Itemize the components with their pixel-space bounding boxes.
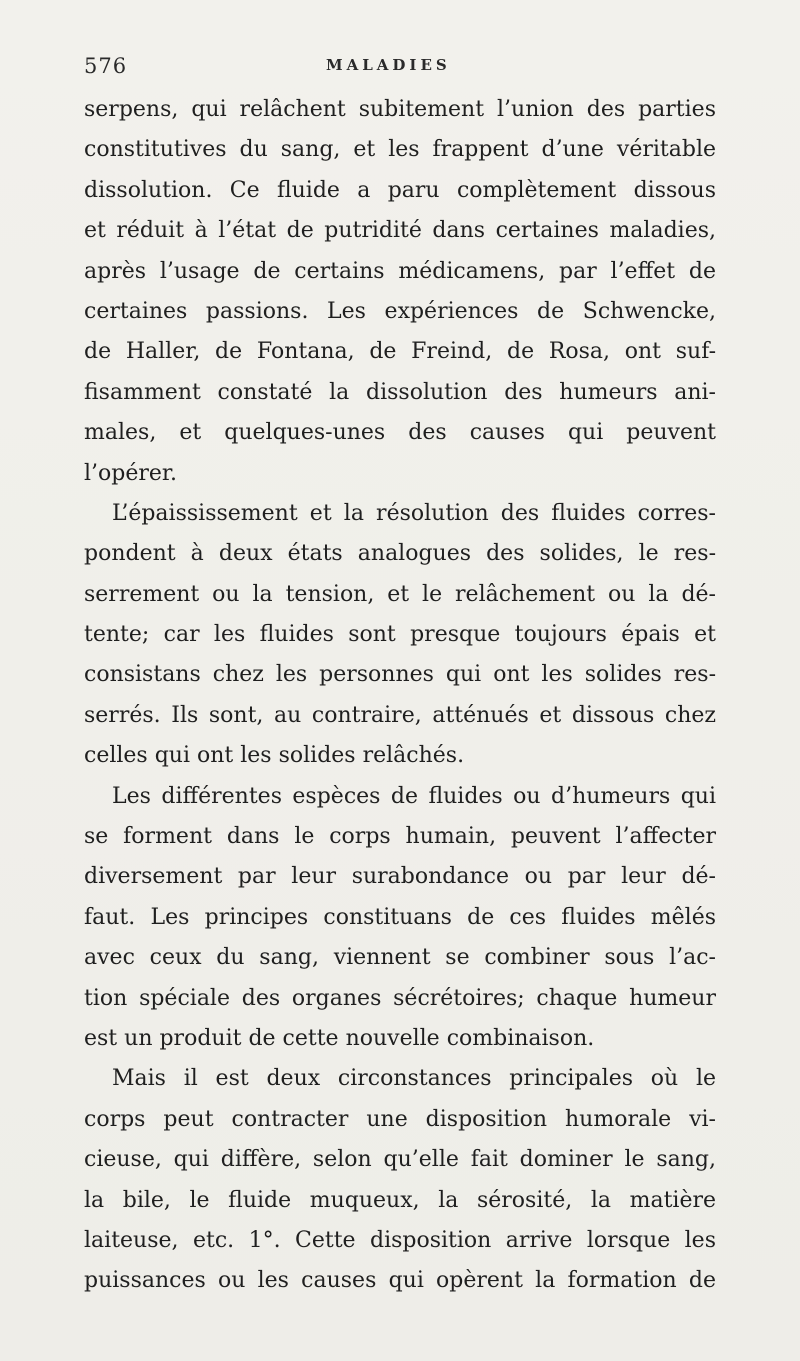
text-line: tion spéciale des organes sécrétoires; chaque humeur — [84, 985, 716, 1011]
text-line: serpens, qui relâchent subitement l’union des parties — [84, 97, 716, 122]
text-line: consistans chez les personnes qui ont les solides res- — [84, 662, 716, 688]
page-number: 576 — [84, 54, 128, 78]
text-line: corps peut contracter une disposition humorale vi- — [84, 1106, 716, 1132]
text-line: faut. Les principes constituans de ces fluides mêlés — [84, 904, 716, 930]
text-line: celles qui ont les solides relâchés. — [84, 743, 465, 769]
text-line: pondent à deux états analogues des solides, le res- — [84, 541, 716, 567]
body-text — [84, 90, 716, 1302]
text-line: et réduit à l’état de putridité dans certaines maladies, — [84, 218, 716, 244]
text-line: serrement ou la tension, et le relâchement ou la dé- — [84, 581, 716, 607]
text-line: avec ceux du sang, viennent se combiner sous l’ac- — [84, 945, 716, 971]
text-line: Les différentes espèces de fluides ou d’humeurs qui — [112, 783, 716, 809]
text-line: constitutives du sang, et les frappent d’une véritable — [84, 137, 716, 163]
text-line: serrés. Ils sont, au contraire, atténués et dissous chez — [84, 702, 716, 728]
text-line: fisamment constaté la dissolution des humeurs ani- — [84, 379, 716, 405]
text-line: Mais il est deux circonstances principales où le — [112, 1066, 716, 1092]
running-head: MALADIES — [326, 56, 451, 74]
text-line: certaines passions. Les expériences de Schwencke, — [84, 298, 716, 324]
text-line: tente; car les fluides sont presque toujours épais et — [84, 622, 716, 648]
text-line: est un produit de cette nouvelle combinaison. — [84, 1025, 595, 1051]
text-line: cieuse, qui diffère, selon qu’elle fait dominer le sang, — [84, 1147, 716, 1173]
text-line: l’opérer. — [84, 460, 178, 486]
text-line: se forment dans le corps humain, peuvent l’affecter — [84, 824, 716, 850]
text-line: laiteuse, etc. 1°. Cette disposition arrive lorsque les — [84, 1227, 716, 1253]
text-line: la bile, le fluide muqueux, la sérosité, la matière — [84, 1187, 716, 1213]
text-line: de Haller, de Fontana, de Freind, de Rosa, ont suf- — [84, 339, 716, 365]
text-line: L’épaississement et la résolution des fluides corres- — [112, 500, 716, 526]
text-line: puissances ou les causes qui opèrent la formation de — [84, 1268, 716, 1294]
text-line: dissolution. Ce fluide a paru complètement dissous — [84, 177, 716, 203]
text-line: diversement par leur surabondance ou par leur dé- — [84, 864, 716, 890]
text-line: males, et quelques-unes des causes qui peuvent — [84, 420, 716, 446]
page-header — [84, 52, 724, 88]
text-line: après l’usage de certains médicamens, par l’effet de — [84, 258, 716, 284]
